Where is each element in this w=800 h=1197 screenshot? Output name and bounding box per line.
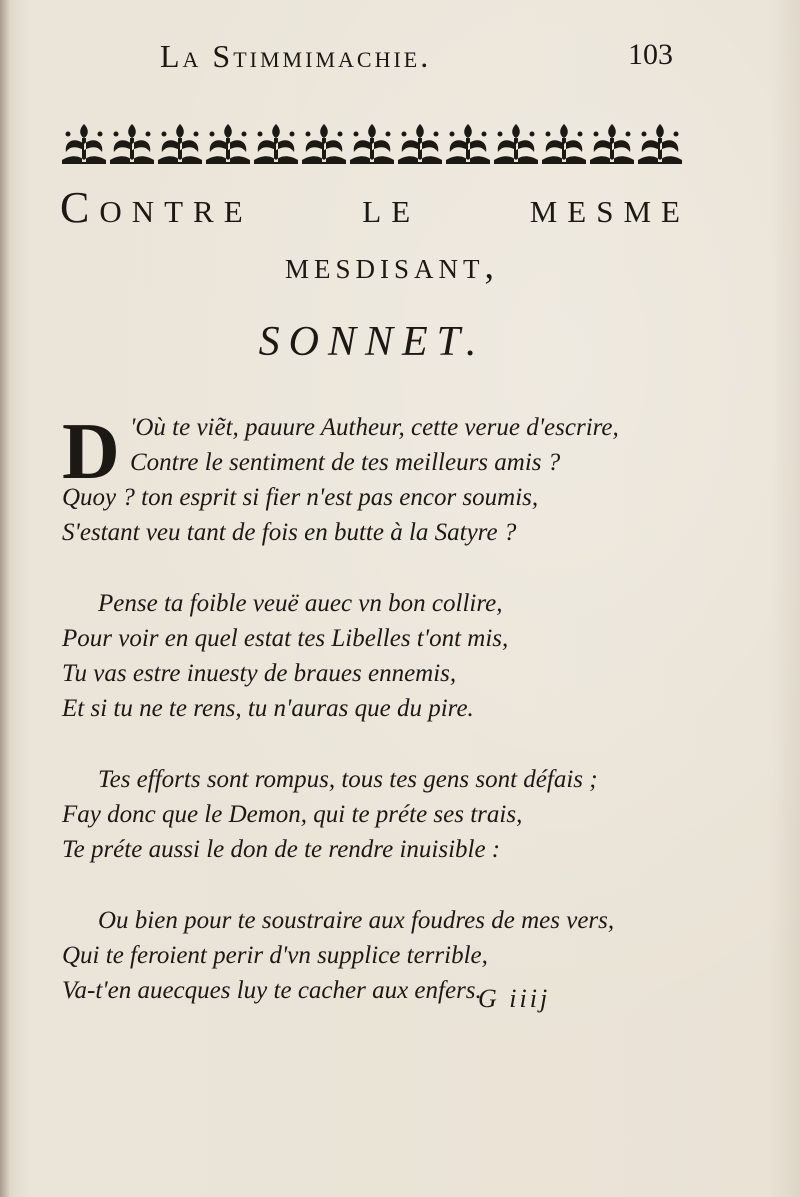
fleuron-icon — [206, 124, 250, 164]
fleuron-icon — [350, 124, 394, 164]
fleuron-icon — [494, 124, 538, 164]
stanza-2 — [62, 586, 712, 726]
fleuron-icon — [446, 124, 490, 164]
verse-line: Contre le sentiment de tes meilleurs amis ? — [130, 449, 561, 476]
fleuron-icon — [62, 124, 106, 164]
fleuron-icon — [302, 124, 346, 164]
gutter-shadow — [0, 0, 10, 1197]
verse-line: Pense ta foible veuë auec vn bon collire, — [98, 590, 503, 617]
verse-line: Tes efforts sont rompus, tous tes gens sont défais ; — [98, 766, 598, 793]
fleuron-ornament-band — [60, 120, 684, 168]
verse-line: Tu vas estre inuesty de braues ennemis, — [62, 660, 457, 687]
fleuron-icon — [590, 124, 634, 164]
signature-mark: G iiij — [478, 984, 551, 1013]
verse-line: Quoy ? ton esprit si fier n'est pas encor soumis, — [62, 484, 539, 511]
verse-line: Qui te feroient perir d'vn supplice terrible, — [62, 942, 488, 969]
fleuron-icon — [158, 124, 202, 164]
stanza-4 — [62, 903, 712, 1008]
verse-line: Te préte aussi le don de te rendre inuisible : — [62, 836, 501, 863]
stanza-1 — [62, 410, 712, 550]
heading-line-2: mesdisant, — [284, 245, 499, 287]
fleuron-icon — [542, 124, 586, 164]
verse-line: Ou bien pour te soustraire aux foudres de mes vers, — [98, 907, 615, 934]
running-head — [0, 38, 800, 82]
running-title: La Stimmimachie. — [160, 38, 432, 74]
verse-line: S'estant veu tant de fois en butte à la Satyre ? — [62, 519, 517, 546]
stanza-3 — [62, 762, 712, 867]
verse-line: Et si tu ne te rens, tu n'auras que du pire. — [62, 695, 474, 722]
verse-line: Pour voir en quel estat tes Libelles t'ont mis, — [62, 625, 509, 652]
drop-capital: D — [62, 408, 120, 496]
verse-line: Va-t'en auecques luy te cacher aux enfers. — [62, 977, 482, 1004]
fleuron-icon — [254, 124, 298, 164]
page-number: 103 — [628, 38, 673, 71]
verse-line: 'Où te viẽt, pauure Autheur, cette verue d'escrire, — [130, 414, 619, 441]
verse-line: Fay donc que le Demon, qui te préte ses trais, — [62, 801, 523, 828]
heading-sonnet: SONNET. — [258, 319, 486, 365]
fleuron-icon — [638, 124, 682, 164]
sonnet-text — [62, 410, 712, 1008]
heading-line-1: Contre le mesme — [60, 183, 690, 232]
fleuron-icon — [110, 124, 154, 164]
fleuron-icon — [398, 124, 442, 164]
